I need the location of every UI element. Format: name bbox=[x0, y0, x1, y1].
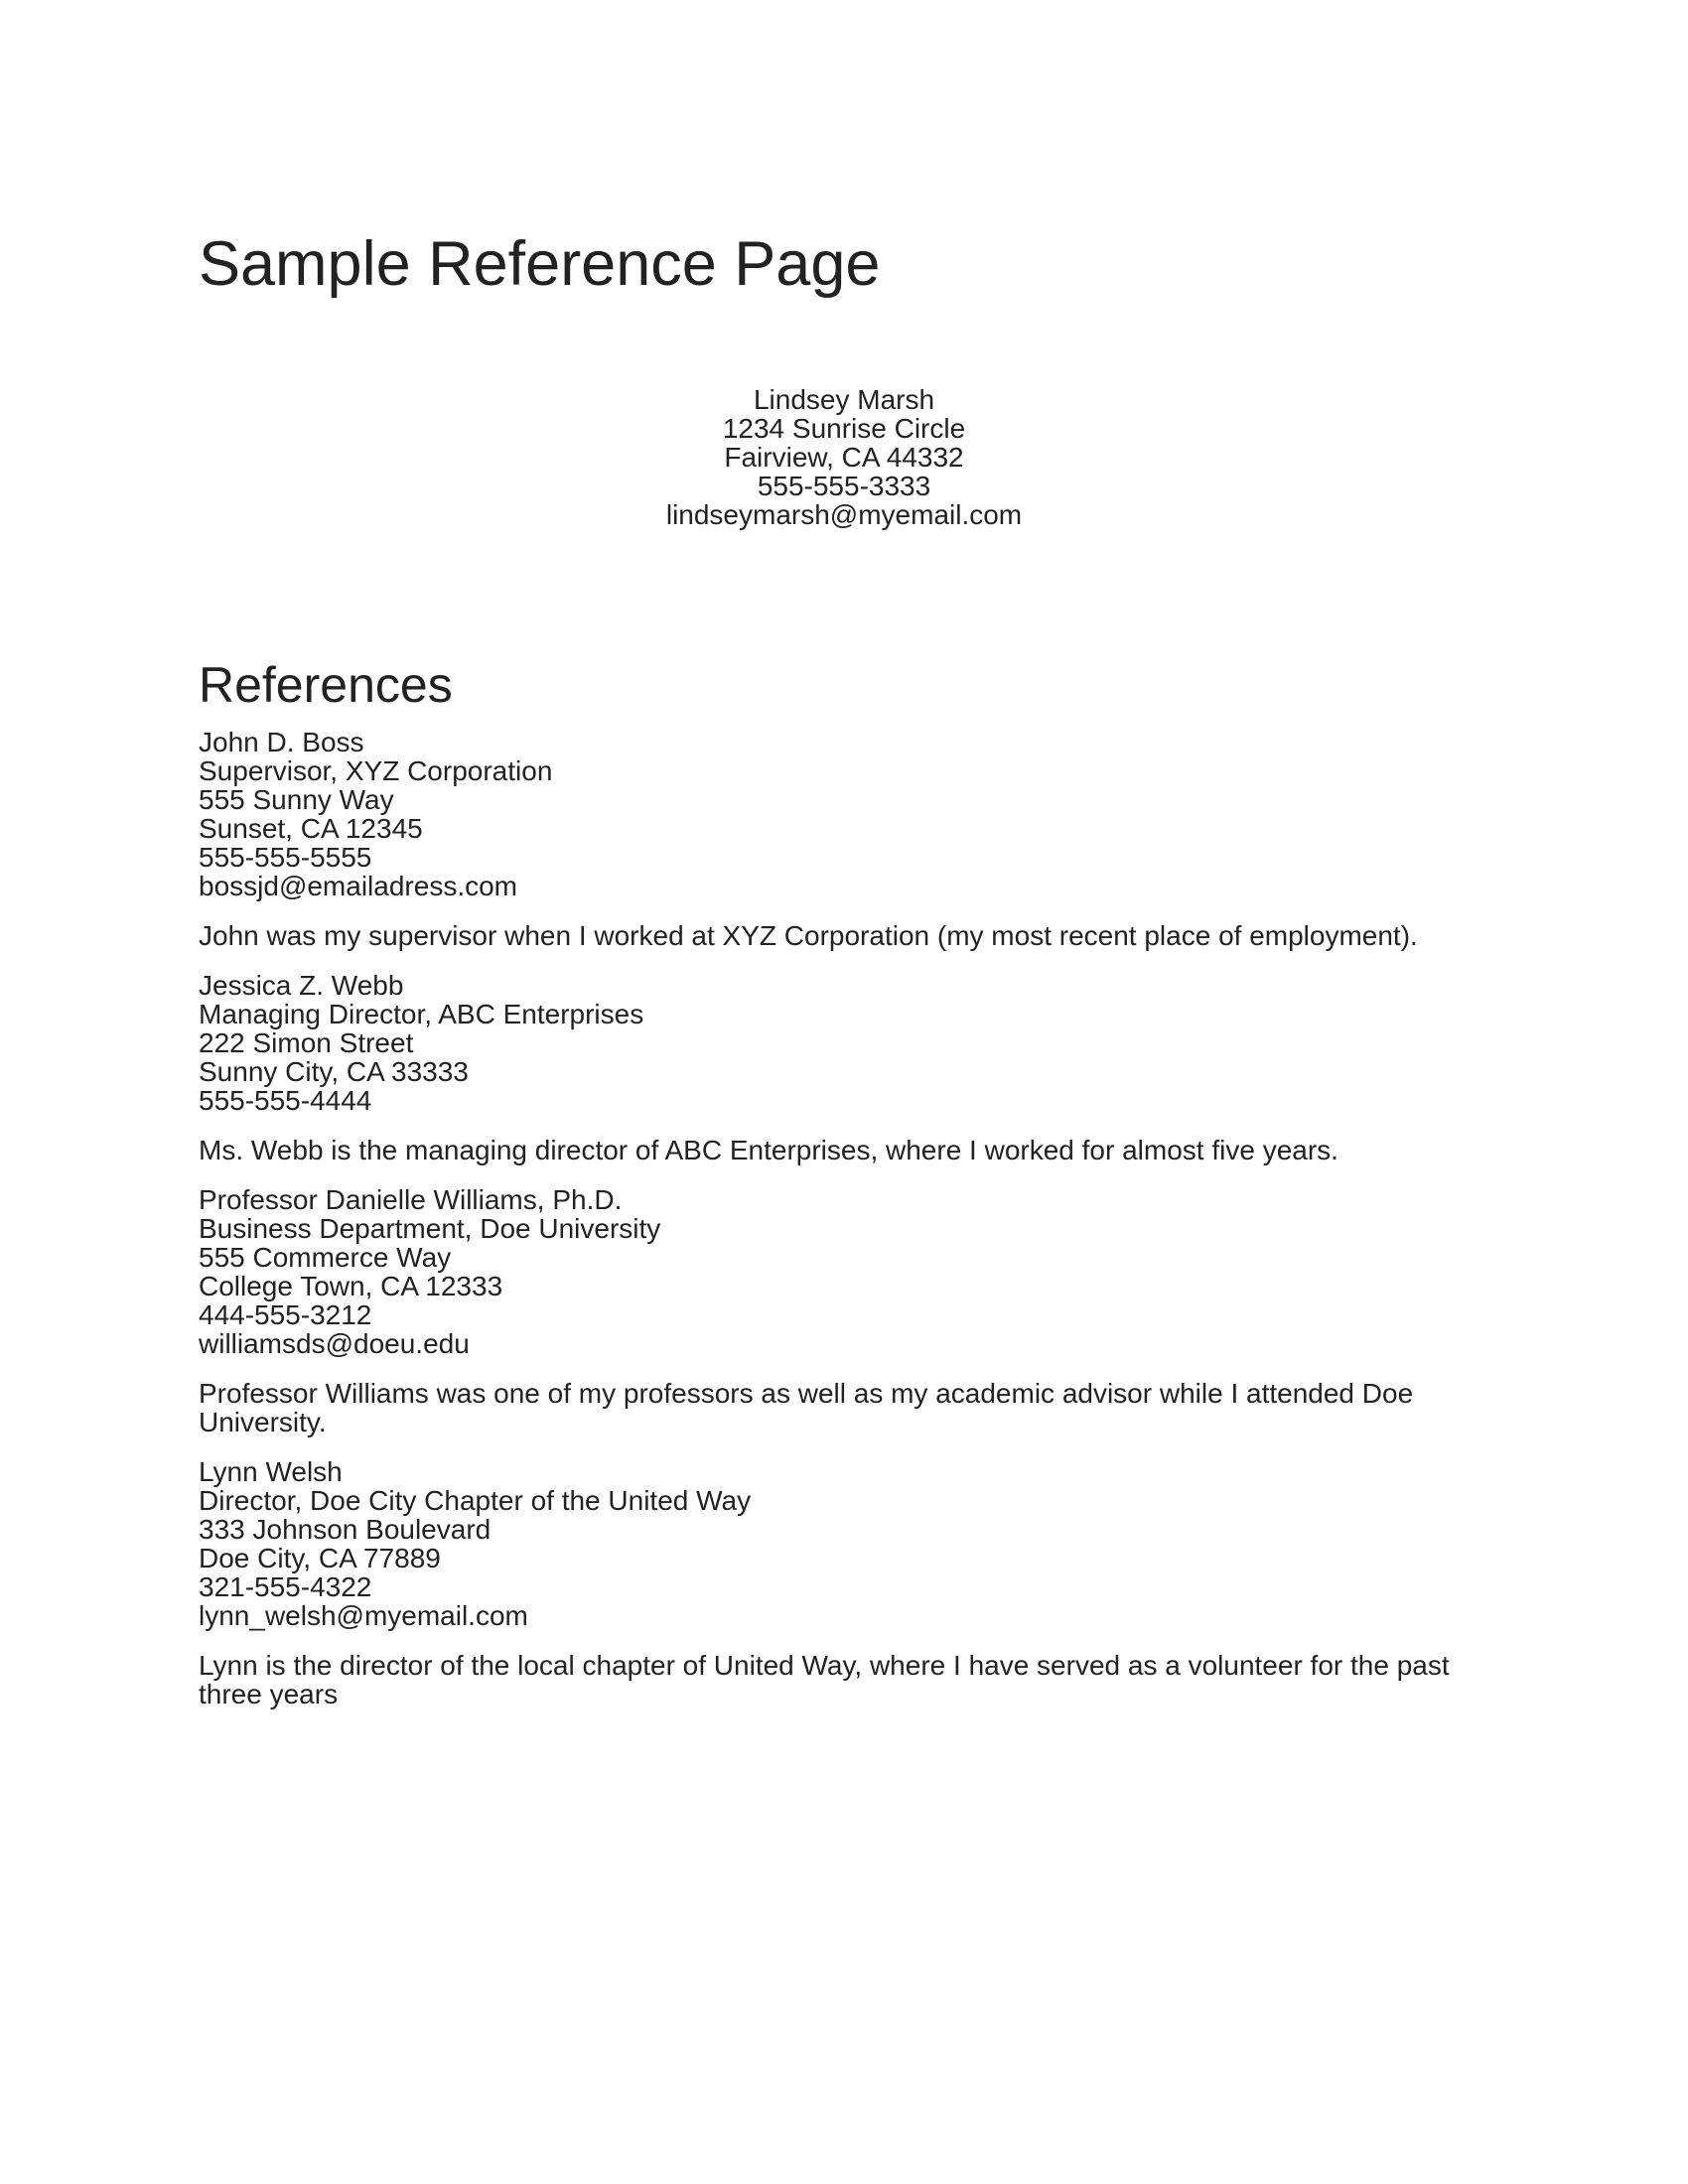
contact-email: lindseymarsh@myemail.com bbox=[665, 499, 1023, 530]
reference-phone: 555-555-5555 bbox=[199, 842, 372, 873]
reference-name: John D. Boss bbox=[199, 727, 364, 757]
reference-description: Ms. Webb is the managing director of ABC Enterprises, where I worked for almost five years. bbox=[199, 1135, 1338, 1165]
reference-street: 555 Sunny Way bbox=[199, 784, 394, 815]
reference-item bbox=[199, 728, 1489, 950]
reference-title: Managing Director, ABC Enterprises bbox=[199, 999, 644, 1029]
reference-street: 222 Simon Street bbox=[199, 1027, 414, 1058]
reference-city: Sunset, CA 12345 bbox=[199, 813, 423, 844]
reference-description: Lynn is the director of the local chapter of United Way, where I have served as a volunteer for the past three years bbox=[199, 1650, 1450, 1709]
reference-email: williamsds@doeu.edu bbox=[199, 1328, 470, 1359]
reference-city: College Town, CA 12333 bbox=[199, 1271, 503, 1301]
reference-phone: 444-555-3212 bbox=[199, 1299, 372, 1330]
contact-name: Lindsey Marsh bbox=[753, 384, 935, 415]
page-title: Sample Reference Page bbox=[199, 229, 881, 299]
reference-title: Director, Doe City Chapter of the United Way bbox=[199, 1485, 752, 1516]
reference-phone: 321-555-4322 bbox=[199, 1571, 372, 1602]
reference-name: Jessica Z. Webb bbox=[199, 970, 404, 1001]
reference-email: lynn_welsh@myemail.com bbox=[199, 1600, 528, 1631]
contact-block bbox=[199, 385, 1489, 529]
reference-title: Business Department, Doe University bbox=[199, 1213, 661, 1244]
reference-item bbox=[199, 1457, 1489, 1708]
contact-city: Fairview, CA 44332 bbox=[724, 442, 964, 473]
reference-name: Professor Danielle Williams, Ph.D. bbox=[199, 1184, 623, 1215]
reference-name: Lynn Welsh bbox=[199, 1456, 343, 1487]
reference-description: Professor Williams was one of my professors as well as my academic advisor while I attended Doe University. bbox=[199, 1378, 1414, 1437]
references-list bbox=[199, 728, 1489, 1729]
reference-email: bossjd@emailadress.com bbox=[199, 871, 517, 901]
reference-contact-lines bbox=[199, 728, 1489, 900]
reference-title: Supervisor, XYZ Corporation bbox=[199, 755, 553, 786]
reference-item bbox=[199, 1185, 1489, 1436]
reference-street: 333 Johnson Boulevard bbox=[199, 1514, 492, 1545]
reference-item bbox=[199, 971, 1489, 1164]
references-heading: References bbox=[199, 657, 453, 713]
reference-phone: 555-555-4444 bbox=[199, 1085, 372, 1116]
reference-contact-lines bbox=[199, 1457, 1489, 1630]
reference-contact-lines bbox=[199, 971, 1489, 1115]
reference-page bbox=[199, 0, 1489, 2184]
reference-city: Doe City, CA 77889 bbox=[199, 1543, 441, 1573]
reference-city: Sunny City, CA 33333 bbox=[199, 1056, 469, 1087]
reference-street: 555 Commerce Way bbox=[199, 1242, 452, 1273]
reference-contact-lines bbox=[199, 1185, 1489, 1358]
contact-phone: 555-555-3333 bbox=[757, 471, 931, 501]
contact-street: 1234 Sunrise Circle bbox=[722, 413, 966, 444]
reference-description: John was my supervisor when I worked at XYZ Corporation (my most recent place of employment). bbox=[199, 920, 1418, 951]
